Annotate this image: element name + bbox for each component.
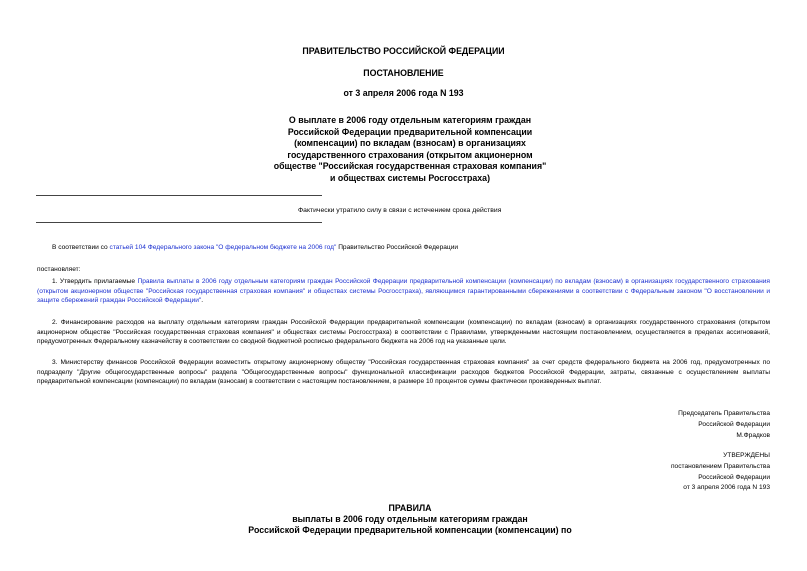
separator-bottom [36,222,322,223]
resolves-text: постановляет: [37,266,81,273]
federal-law-article-link[interactable]: статьей 104 Федерального закона "О федеральном бюджете на 2006 год" [109,244,337,251]
rules-link[interactable]: Правила выплаты в 2006 году отдельным категориям граждан Российской Федерации предварительной компенсации (компенсации) по вкладам (взносам) в организациях государственного страхования (открытом акционерном обществе "Российская государственная страховая компания" и обществах системы Росгосстраха), являющимся гарантированными сбережениями в соответствии с Федеральным законом "О восстановлении и защите сбережений граждан Российской Федерации" [37,278,770,305]
rules-title-line: Российской Федерации предварительной компенсации (компенсации) по [248,525,572,536]
preamble-text-before: В соответствии со [52,244,110,251]
signature-position-line1: Председатель Правительства [678,410,770,417]
rules-title-line: выплаты в 2006 году отдельным категориям граждан [292,514,528,525]
government-heading: ПРАВИТЕЛЬСТВО РОССИЙСКОЙ ФЕДЕРАЦИИ [302,46,505,56]
signature-position-line2: Российской Федерации [698,420,770,428]
rules-title-line: ПРАВИЛА [388,503,432,513]
separator-top [36,195,322,196]
rules-title [180,503,640,537]
title-line: обществе "Российская государственная страховая компания" [273,161,547,172]
title-line: Российской Федерации предварительной компенсации [287,126,533,137]
item-1-paragraph [37,277,770,306]
document-title [220,115,600,185]
item-3-paragraph: 3. Министерству финансов Российской Федерации возместить открытому акционерному обществу "Российская государственная страховая компания" за счет средств федерального бюджета на 2006 год, предусмотренных по подразделу "Другие общегосударственные вопросы" раздела "Общегосударственные вопросы" функциональной классификации расходов бюджетов Российской Федерации, затраты, связанные с осуществлением выплаты предварительной компенсации (компенсации) по вкладам (взносам) в соответствии с настоящим постановлением, в размере 10 процентов суммы фактически произведенных выплат. [37,359,770,386]
approval-line2: Российской Федерации [698,473,770,481]
title-line: (компенсации) по вкладам (взносам) в организациях [294,138,526,149]
status-note: Фактически утратило силу в связи с истечением срока действия [298,207,502,214]
title-line: и обществах системы Росгосстраха) [330,172,490,183]
item-1-text-after: . [201,297,204,305]
approval-line3: от 3 апреля 2006 года N 193 [683,484,770,492]
title-line: государственного страхования (открытом акционерном [287,149,533,160]
item-1-text-before: 1. Утвердить прилагаемые [52,278,138,285]
document-type-heading: ПОСТАНОВЛЕНИЕ [363,68,444,78]
item-2-paragraph: 2. Финансирование расходов на выплату отдельным категориям граждан Российской Федерации предварительной компенсации (компенсации) по вкладам (взносам) в организациях государственного страхования (открытом акционерном обществе "Российская государственная страховая компания" и обществах системы Росгосстраха) в соответствии с Правилами, утвержденными настоящим постановлением, осуществляется в пределах ассигнований, предусмотренных Федеральному казначейству в соответствии со сводной бюджетной росписью федерального бюджета на 2006 год на указанные цели. [37,319,770,346]
approval-block [671,451,770,494]
signature-name: М.Фрадков [736,431,770,439]
approval-label: УТВЕРЖДЕНЫ [723,452,770,459]
date-number-heading: от 3 апреля 2006 года N 193 [343,88,464,98]
signature-block [678,409,770,441]
preamble-text-after: Правительство Российской Федерации [336,244,459,251]
approval-line1: постановлением Правительства [670,462,770,470]
title-line: О выплате в 2006 году отдельным категориям граждан [288,115,532,125]
preamble-paragraph [52,243,770,253]
